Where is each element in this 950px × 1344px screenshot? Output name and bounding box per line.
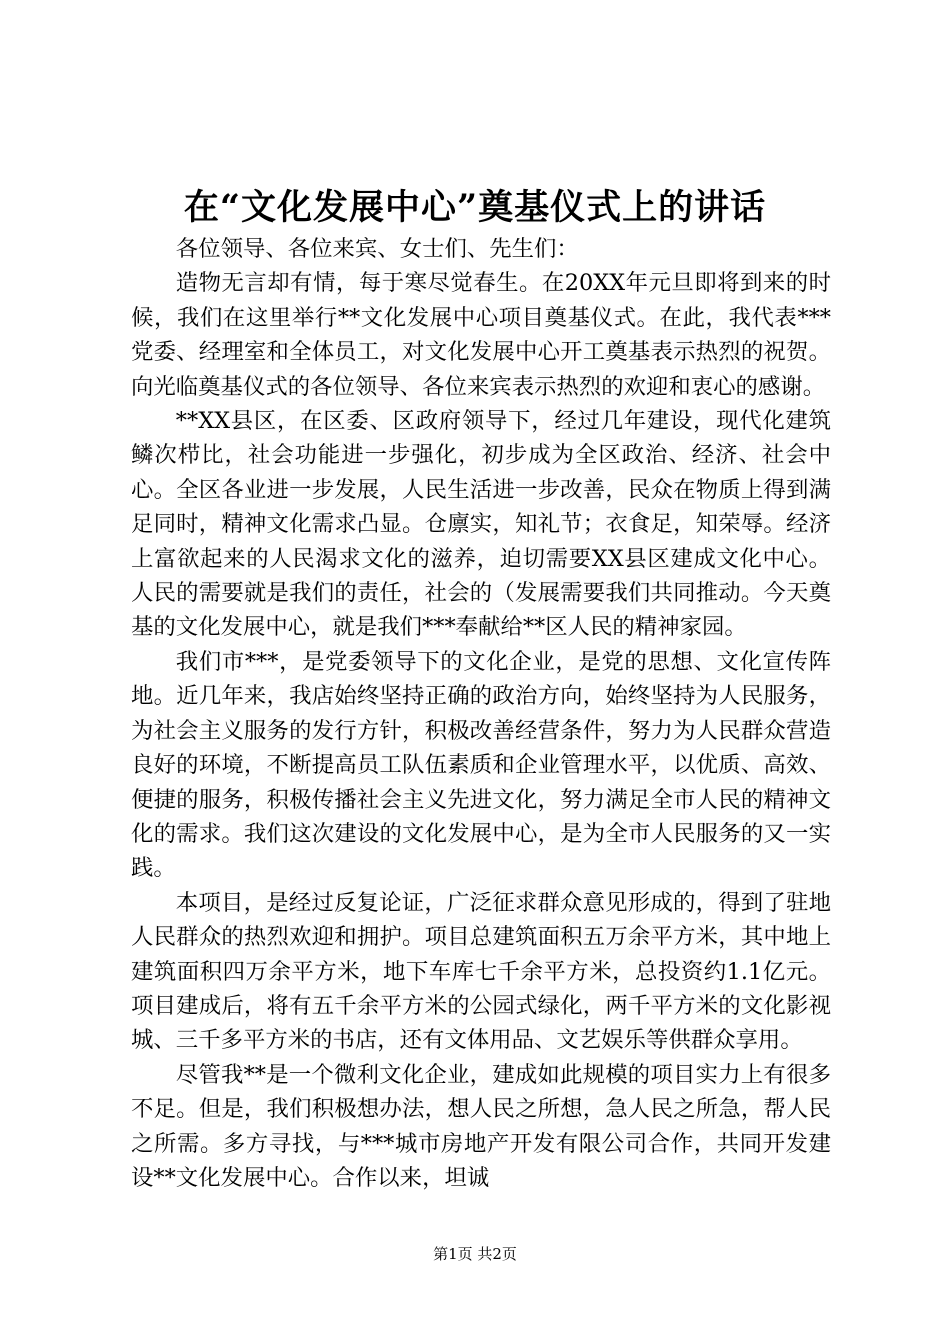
body-paragraph: 我们市***，是党委领导下的文化企业，是党的思想、文化宣传阵地。近几年来，我店始终坚持正确的政治方向，始终坚持为人民服务，为社会主义服务的发行方针，积极改善经营条件，努力为人民群众营造良好的环境，不断提高员工队伍素质和企业管理水平，以优质、高效、便捷的服务，积极传播社会主义先进文化，努力满足全市人民的精神文化的需求。我们这次建设的文化发展中心，是为全市人民服务的又一实践。 <box>131 648 831 882</box>
document-title: 在“文化发展中心”奠基仪式上的讲话 <box>183 187 767 228</box>
page-number-footer: 第1页 共2页 <box>433 1245 517 1263</box>
body-paragraph: 尽管我**是一个微利文化企业，建成如此规模的项目实力上有很多不足。但是，我们积极想办法，想人民之所想，急人民之所急，帮人民之所需。多方寻找，与***城市房地产开发有限公司合作，共同开发建设**文化发展中心。合作以来，坦诚 <box>131 1061 831 1191</box>
salutation-paragraph: 各位领导、各位来宾、女士们、先生们： <box>175 236 579 262</box>
body-paragraph: **XX县区，在区委、区政府领导下，经过几年建设，现代化建筑鳞次栉比，社会功能进一步强化，初步成为全区政治、经济、社会中心。全区各业进一步发展，人民生活进一步改善，民众在物质上得到满足同时，精神文化需求凸显。仓廪实，知礼节；衣食足，知荣辱。经济上富欲起来的人民渴求文化的滋养，迫切需要XX县区建成文化中心。人民的需要就是我们的责任，社会的（发展需要我们共同推动。今天奠基的文化发展中心，就是我们***奉献给**区人民的精神家园。 <box>131 408 831 641</box>
body-paragraph: 造物无言却有情，每于寒尽觉春生。在20XX年元旦即将到来的时候，我们在这里举行**文化发展中心项目奠基仪式。在此，我代表***党委、经理室和全体员工，对文化发展中心开工奠基表示热烈的祝贺。向光临奠基仪式的各位领导、各位来宾表示热烈的欢迎和衷心的感谢。 <box>131 270 831 400</box>
document-body <box>131 232 831 1195</box>
body-paragraph: 本项目，是经过反复论证，广泛征求群众意见形成的，得到了驻地人民群众的热烈欢迎和拥护。项目总建筑面积五万余平方米，其中地上建筑面积四万余平方米，地下车库七千余平方米，总投资约1.1亿元。项目建成后，将有五千余平方米的公园式绿化，两千平方米的文化影视城、三千多平方米的书店，还有文体用品、文艺娱乐等供群众享用。 <box>131 889 831 1054</box>
